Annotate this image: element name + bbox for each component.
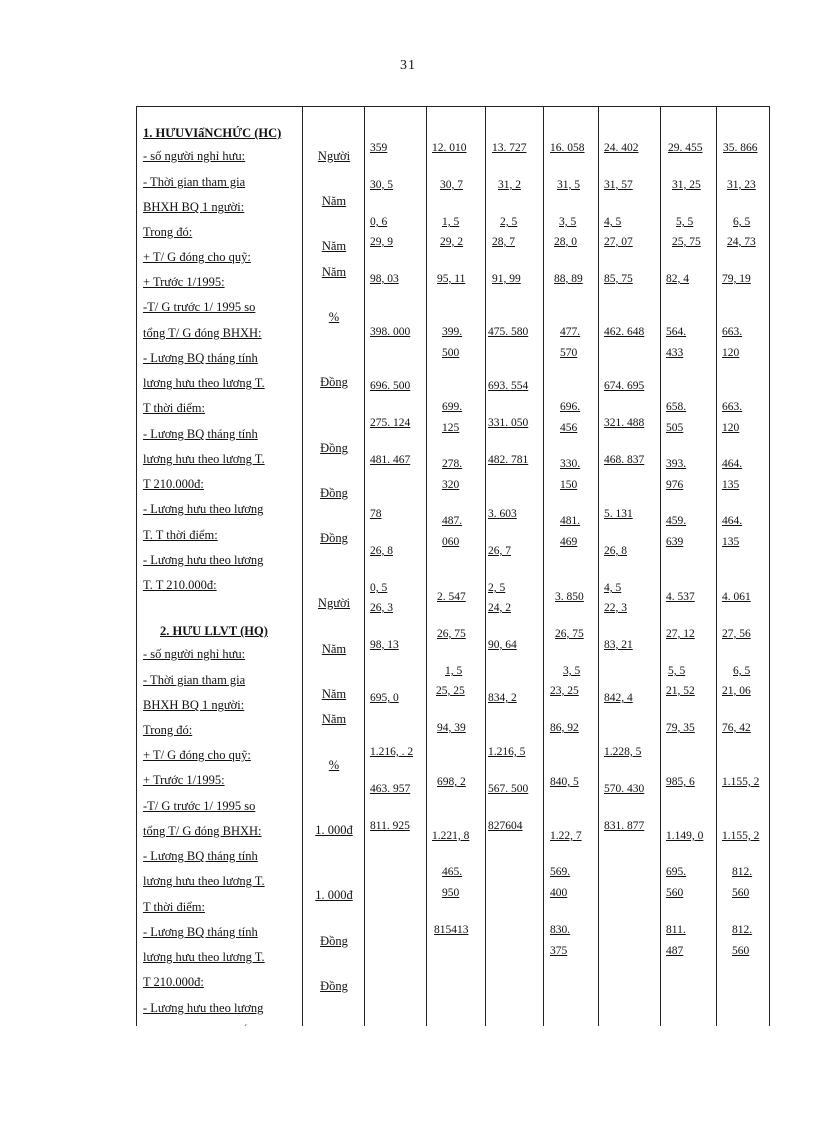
cut-off-mark: ˊ [244, 1024, 248, 1035]
value-cell: 31, 5 [557, 179, 580, 191]
value-cell: 3. 603 [488, 508, 517, 520]
value-cell: 475. 580 [488, 326, 529, 338]
value-cell: 811. [666, 924, 686, 936]
row-label: - Lương hưu theo lương [143, 1001, 264, 1015]
row-label: + Trước 1/1995: [143, 275, 225, 289]
value-cell: 98, 13 [370, 639, 399, 651]
value-cell: 976 [666, 479, 684, 491]
row-label: - Lương BQ tháng tính [143, 925, 258, 939]
value-cell: 482. 781 [488, 454, 529, 466]
value-cell: 564. [666, 326, 687, 338]
value-cell: 463. 957 [370, 783, 411, 795]
value-cell: 91, 99 [492, 273, 521, 285]
value-cell: 278. [442, 458, 463, 470]
value-cell: 79, 19 [722, 273, 751, 285]
value-cell: 567. 500 [488, 783, 529, 795]
value-cell: 28, 7 [492, 236, 515, 248]
value-cell: 6, 5 [733, 665, 751, 677]
row-label: T 210.000đ: [143, 477, 204, 491]
value-cell: 30, 7 [440, 179, 463, 191]
value-cell: 400 [550, 887, 568, 899]
value-cell: 26, 75 [555, 628, 584, 640]
value-cell: 487. [442, 515, 463, 527]
value-cell: 331. 050 [488, 417, 529, 429]
row-label: + T/ G đóng cho quỹ: [143, 250, 251, 264]
value-cell: 0, 6 [370, 216, 388, 228]
unit-cell: Người [317, 596, 351, 610]
column-divider [660, 106, 661, 1026]
value-cell: 78 [370, 508, 382, 520]
value-cell: 90, 64 [488, 639, 517, 651]
value-cell: 433 [666, 347, 684, 359]
row-label: - số người nghỉ hưu: [143, 149, 246, 163]
value-cell: 22, 3 [604, 602, 627, 614]
value-cell: 150 [560, 479, 578, 491]
row-label: -T/ G trước 1/ 1995 so [143, 300, 256, 314]
row-label: T. T thời điểm: [143, 528, 218, 542]
value-cell: 560 [732, 887, 750, 899]
unit-cell: Người [317, 149, 351, 163]
value-cell: 5. 131 [604, 508, 633, 520]
value-cell: 25, 25 [436, 685, 465, 697]
row-label: - Lương hưu theo lương [143, 502, 264, 516]
section-heading: 1. HƯUVIấNCHỨC (HC) [143, 126, 282, 140]
value-cell: 21, 06 [722, 685, 751, 697]
value-cell: 29, 9 [370, 236, 393, 248]
value-cell: 1.216, 5 [488, 746, 526, 758]
value-cell: 399. [442, 326, 463, 338]
column-divider [598, 106, 599, 1026]
value-cell: 393. [666, 458, 687, 470]
row-label: T. T 210.000đ: [143, 578, 217, 592]
value-cell: 658. [666, 401, 687, 413]
value-cell: 1.155, 2 [722, 776, 760, 788]
value-cell: 4. 061 [722, 591, 751, 603]
value-cell: 25, 75 [672, 236, 701, 248]
value-cell: 27, 07 [604, 236, 633, 248]
page-number: 31 [400, 58, 416, 73]
value-cell: 375 [550, 945, 568, 957]
value-cell: 27, 12 [666, 628, 695, 640]
unit-cell: Đồng [320, 486, 348, 500]
value-cell: 24. 402 [604, 142, 639, 154]
value-cell: 26, 75 [437, 628, 466, 640]
value-cell: 4. 537 [666, 591, 695, 603]
value-cell: 24, 73 [727, 236, 756, 248]
value-cell: 985, 6 [666, 776, 695, 788]
value-cell: 500 [442, 347, 460, 359]
value-cell: 88, 89 [554, 273, 583, 285]
value-cell: 2, 5 [488, 582, 506, 594]
value-cell: 2. 547 [437, 591, 466, 603]
value-cell: 569. [550, 866, 571, 878]
value-cell: 31, 2 [498, 179, 521, 191]
column-divider [543, 106, 544, 1026]
value-cell: 840, 5 [550, 776, 579, 788]
value-cell: 30, 5 [370, 179, 393, 191]
value-cell: 468. 837 [604, 454, 645, 466]
unit-cell: Đồng [320, 934, 348, 948]
unit-cell: Năm [321, 239, 347, 253]
row-label: - Thời gian tham gia [143, 175, 246, 189]
value-cell: 469 [560, 536, 578, 548]
value-cell: 481. [560, 515, 581, 527]
row-label: T thời điểm: [143, 900, 205, 914]
value-cell: 321. 488 [604, 417, 645, 429]
value-cell: 26, 7 [488, 545, 511, 557]
value-cell: 23, 25 [550, 685, 579, 697]
value-cell: 3. 850 [555, 591, 584, 603]
value-cell: 831. 877 [604, 820, 645, 832]
unit-cell: 1. 000đ [315, 823, 353, 837]
unit-cell: Năm [321, 712, 347, 726]
value-cell: 663. [722, 326, 743, 338]
unit-cell: Năm [321, 687, 347, 701]
value-cell: 3, 5 [559, 216, 577, 228]
value-cell: 477. [560, 326, 581, 338]
unit-cell: Năm [321, 265, 347, 279]
value-cell: 26, 3 [370, 602, 393, 614]
value-cell: 1.216, . 2 [370, 746, 414, 758]
unit-cell: Năm [321, 642, 347, 656]
row-label: BHXH BQ 1 người: [143, 200, 245, 214]
value-cell: 560 [732, 945, 750, 957]
row-label: Trong đó: [143, 225, 193, 239]
value-cell: 842, 4 [604, 692, 633, 704]
row-label: - Lương hưu theo lương [143, 553, 264, 567]
value-cell: 4, 5 [604, 582, 622, 594]
row-label: - Lương BQ tháng tính [143, 351, 258, 365]
value-cell: 94, 39 [437, 722, 466, 734]
value-cell: 3, 5 [563, 665, 581, 677]
value-cell: 570. 430 [604, 783, 645, 795]
value-cell: 1.221, 8 [432, 830, 470, 842]
value-cell: 85, 75 [604, 273, 633, 285]
value-cell: 1.155, 2 [722, 830, 760, 842]
value-cell: 639 [666, 536, 684, 548]
value-cell: 79, 35 [666, 722, 695, 734]
column-divider [364, 106, 365, 1026]
value-cell: 31, 25 [672, 179, 701, 191]
value-cell: 698, 2 [437, 776, 466, 788]
value-cell: 462. 648 [604, 326, 645, 338]
value-cell: 5, 5 [676, 216, 694, 228]
value-cell: 26, 8 [370, 545, 393, 557]
value-cell: 693. 554 [488, 380, 529, 392]
value-cell: 24, 2 [488, 602, 511, 614]
value-cell: 459. [666, 515, 687, 527]
value-cell: 481. 467 [370, 454, 411, 466]
value-cell: 834, 2 [488, 692, 517, 704]
value-cell: 1.149, 0 [666, 830, 704, 842]
column-divider [302, 106, 303, 1026]
value-cell: 4, 5 [604, 216, 622, 228]
value-cell: 135 [722, 479, 740, 491]
row-label: T 210.000đ: [143, 975, 204, 989]
value-cell: 76, 42 [722, 722, 751, 734]
value-cell: 0, 5 [370, 582, 388, 594]
value-cell: 1.22, 7 [550, 830, 582, 842]
unit-cell: Đồng [320, 375, 348, 389]
row-label: -T/ G trước 1/ 1995 so [143, 799, 256, 813]
unit-cell: Đồng [320, 441, 348, 455]
value-cell: 505 [666, 422, 684, 434]
value-cell: 812. [732, 924, 753, 936]
value-cell: 830. [550, 924, 571, 936]
value-cell: 1, 5 [442, 216, 460, 228]
value-cell: 456 [560, 422, 578, 434]
value-cell: 560 [666, 887, 684, 899]
value-cell: 696. 500 [370, 380, 411, 392]
row-label: lương hưu theo lương T. [143, 874, 265, 888]
row-label: + T/ G đóng cho quỹ: [143, 748, 251, 762]
value-cell: 674. 695 [604, 380, 645, 392]
value-cell: 120 [722, 422, 740, 434]
value-cell: 6, 5 [733, 216, 751, 228]
value-cell: 31, 57 [604, 179, 633, 191]
value-cell: 29, 2 [440, 236, 463, 248]
value-cell: 13. 727 [492, 142, 527, 154]
value-cell: 86, 92 [550, 722, 579, 734]
value-cell: 487 [666, 945, 684, 957]
row-label: tổng T/ G đóng BHXH: [143, 824, 262, 838]
value-cell: 26, 8 [604, 545, 627, 557]
row-label: T thời điểm: [143, 401, 205, 415]
value-cell: 120 [722, 347, 740, 359]
value-cell: 125 [442, 422, 460, 434]
value-cell: 275. 124 [370, 417, 411, 429]
value-cell: 82, 4 [666, 273, 689, 285]
value-cell: 464. [722, 515, 743, 527]
column-divider [426, 106, 427, 1026]
value-cell: 699. [442, 401, 463, 413]
row-label: - số người nghỉ hưu: [143, 647, 246, 661]
value-cell: 135 [722, 536, 740, 548]
unit-cell: 1. 000đ [315, 888, 353, 902]
row-label: lương hưu theo lương T. [143, 950, 265, 964]
value-cell: 1, 5 [445, 665, 463, 677]
value-cell: 95, 11 [437, 273, 466, 285]
value-cell: 398. 000 [370, 326, 411, 338]
value-cell: 2, 5 [500, 216, 518, 228]
value-cell: 696. [560, 401, 581, 413]
value-cell: 060 [442, 536, 460, 548]
value-cell: 695, 0 [370, 692, 399, 704]
unit-cell: Đồng [320, 531, 348, 545]
value-cell: 28, 0 [554, 236, 577, 248]
row-label: - Lương BQ tháng tính [143, 427, 258, 441]
value-cell: 21, 52 [666, 685, 695, 697]
value-cell: 465. [442, 866, 463, 878]
row-label: - Thời gian tham gia [143, 673, 246, 687]
value-cell: 663. [722, 401, 743, 413]
column-divider [716, 106, 717, 1026]
column-divider [485, 106, 486, 1026]
value-cell: 27, 56 [722, 628, 751, 640]
value-cell: 950 [442, 887, 460, 899]
row-label: + Trước 1/1995: [143, 773, 225, 787]
unit-cell: % [328, 758, 340, 772]
row-label: BHXH BQ 1 người: [143, 698, 245, 712]
value-cell: 98, 03 [370, 273, 399, 285]
value-cell: 811. 925 [370, 820, 410, 832]
value-cell: 812. [732, 866, 753, 878]
unit-cell: Năm [321, 194, 347, 208]
value-cell: 12. 010 [432, 142, 467, 154]
value-cell: 815413 [434, 924, 469, 936]
value-cell: 827604 [488, 820, 523, 832]
value-cell: 31, 23 [727, 179, 756, 191]
row-label: - Lương BQ tháng tính [143, 849, 258, 863]
value-cell: 359 [370, 142, 388, 154]
value-cell: 83, 21 [604, 639, 633, 651]
unit-cell: % [328, 310, 340, 324]
unit-cell: Đồng [320, 979, 348, 993]
value-cell: 330. [560, 458, 581, 470]
value-cell: 35. 866 [723, 142, 758, 154]
value-cell: 320 [442, 479, 460, 491]
value-cell: 695. [666, 866, 687, 878]
value-cell: 570 [560, 347, 578, 359]
value-cell: 1.228, 5 [604, 746, 642, 758]
row-label: Trong đó: [143, 723, 193, 737]
row-label: tổng T/ G đóng BHXH: [143, 326, 262, 340]
value-cell: 464. [722, 458, 743, 470]
row-label: lương hưu theo lương T. [143, 452, 265, 466]
row-label: lương hưu theo lương T. [143, 376, 265, 390]
value-cell: 5, 5 [668, 665, 686, 677]
section-heading: 2. HƯU LLVT (HQ) [160, 624, 268, 638]
value-cell: 16. 058 [550, 142, 585, 154]
value-cell: 29. 455 [668, 142, 703, 154]
